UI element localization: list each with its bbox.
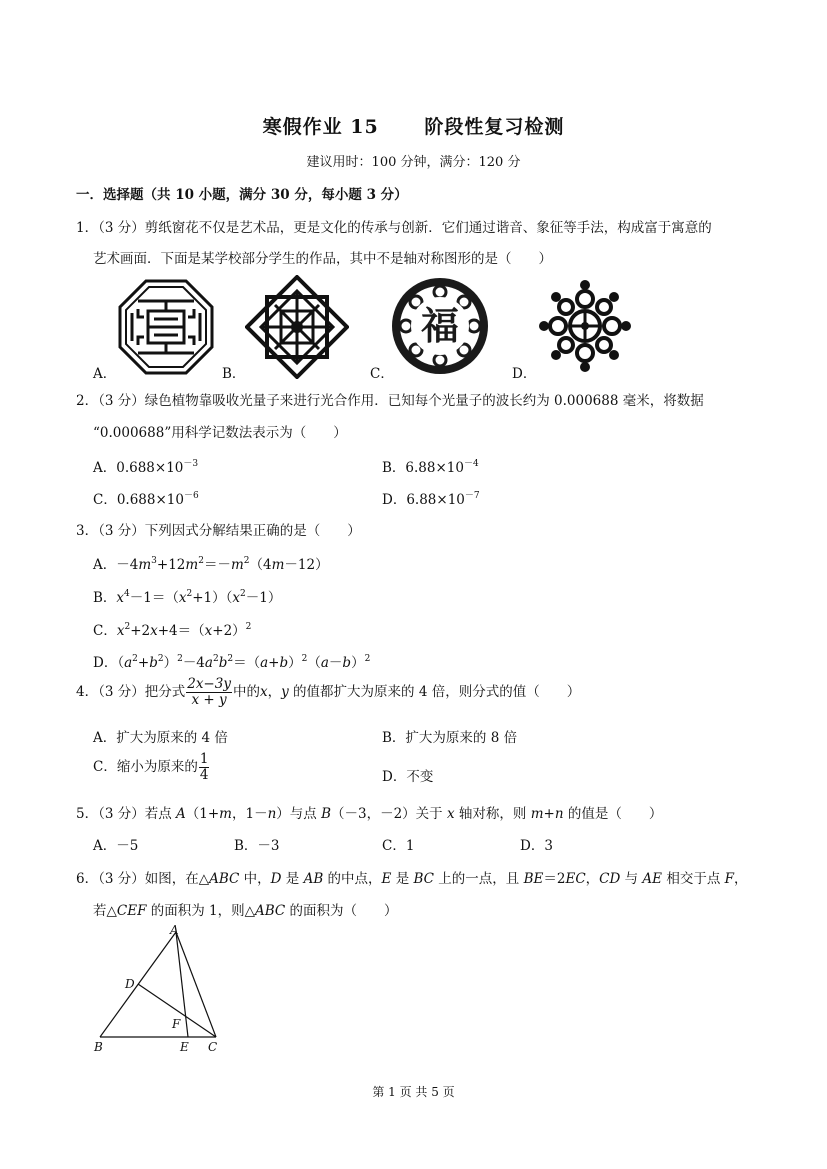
q1-option-c-label: C． (370, 366, 394, 382)
q1-stem-line2: 艺术画面．下面是某学校部分学生的作品，其中不是轴对称图形的是（ ） (93, 251, 552, 267)
q5-option-c: C．1 (382, 838, 415, 854)
label-b: B (94, 1040, 103, 1054)
q6-triangle-figure (88, 920, 228, 1058)
section-heading: 一．选择题（共 10 小题，满分 30 分，每小题 3 分） (76, 187, 408, 203)
q6-stem-line1: 6．（3 分）如图，在△ABC 中，D 是 AB 的中点，E 是 BC 上的一点，且 BE＝2EC，CD 与 AE 相交于点 F， (76, 871, 748, 887)
q4-option-a: A．扩大为原来的 4 倍 (93, 730, 228, 746)
label-f: F (172, 1017, 181, 1031)
q4-option-d: D．不变 (382, 769, 434, 785)
q2-option-d: D．$6.88\times 10^{-7}$ (382, 491, 480, 508)
q3-option-a: A．$-4m^3+12m^2=-m^2(4m-12)$ (93, 556, 329, 573)
q1-option-a-label: A． (93, 366, 117, 382)
q4-option-b: B．扩大为原来的 8 倍 (382, 730, 518, 746)
label-e: E (180, 1040, 189, 1054)
q1-option-d-label: D． (512, 366, 537, 382)
papercut-d-image (536, 277, 634, 375)
papercut-b-image (245, 275, 349, 379)
q2-option-c: C．$0.688\times 10^{-6}$ (93, 491, 199, 508)
papercut-c-image (390, 276, 490, 376)
q2-option-b: B．$6.88\times 10^{-4}$ (382, 459, 479, 476)
q2-stem-line1: 2．（3 分）绿色植物靠吸收光量子来进行光合作用．已知每个光量子的波长约为 0.000688 毫米，将数据 (76, 393, 704, 409)
q4-option-c-fraction: $\frac{1}{4}$ (199, 751, 209, 783)
label-c: C (208, 1040, 218, 1054)
label-d: D (125, 977, 135, 991)
label-a: A (170, 923, 179, 937)
q5-option-a: A．－5 (93, 838, 139, 854)
page-title: 寒假作业 15 阶段性复习检测 (262, 116, 565, 138)
q4-fraction: $\frac{2x-3y}{x + y}$ (187, 676, 231, 708)
q5-stem: 5．（3 分）若点 A（1+m，1－n）与点 B（－3，－2）关于 x 轴对称，则 m+n 的值是（ ） (76, 806, 663, 822)
q2-stem-line2: “0.000688”用科学记数法表示为（ ） (93, 425, 347, 441)
q6-stem-line2: 若△CEF 的面积为 1，则△ABC 的面积为（ ） (93, 903, 398, 919)
q1-option-b-label: B． (222, 366, 246, 382)
q3-stem: 3．（3 分）下列因式分解结果正确的是（ ） (76, 523, 361, 539)
page-footer: 第 1 页 共 5 页 (372, 1085, 455, 1099)
q2-option-a: A．$0.688\times 10^{-3}$ (93, 459, 199, 476)
q4-option-c: C．缩小为原来的 $\frac{1}{4}$ (93, 751, 209, 783)
q3-option-b: B．$x^4-1=(x^2+1)(x^2-1)$ (93, 589, 282, 606)
papercut-a-image (118, 279, 214, 375)
papercut-c-character: 福 (420, 303, 460, 348)
q5-option-d: D．3 (520, 838, 553, 854)
q3-option-d: D．$(a^2+b^2)^2-4a^2b^2=(a+b)^2(a-b)^2$ (93, 654, 371, 671)
q3-option-c: C．$x^2+2x+4=(x+2)^2$ (93, 622, 252, 639)
q4-stem: 4．（3 分）把分式 $\frac{2x-3y}{x + y}$ 中的x，y 的值都扩大为原来的 4 倍，则分式的值（ ） (76, 676, 581, 708)
q5-option-b: B．－3 (234, 838, 280, 854)
q1-stem-line1: 1．（3 分）剪纸窗花不仅是艺术品，更是文化的传承与创新．它们通过谐音、象征等手法，构成富于寓意的 (76, 220, 712, 236)
page-subtitle: 建议用时：100 分钟，满分：120 分 (306, 155, 521, 170)
